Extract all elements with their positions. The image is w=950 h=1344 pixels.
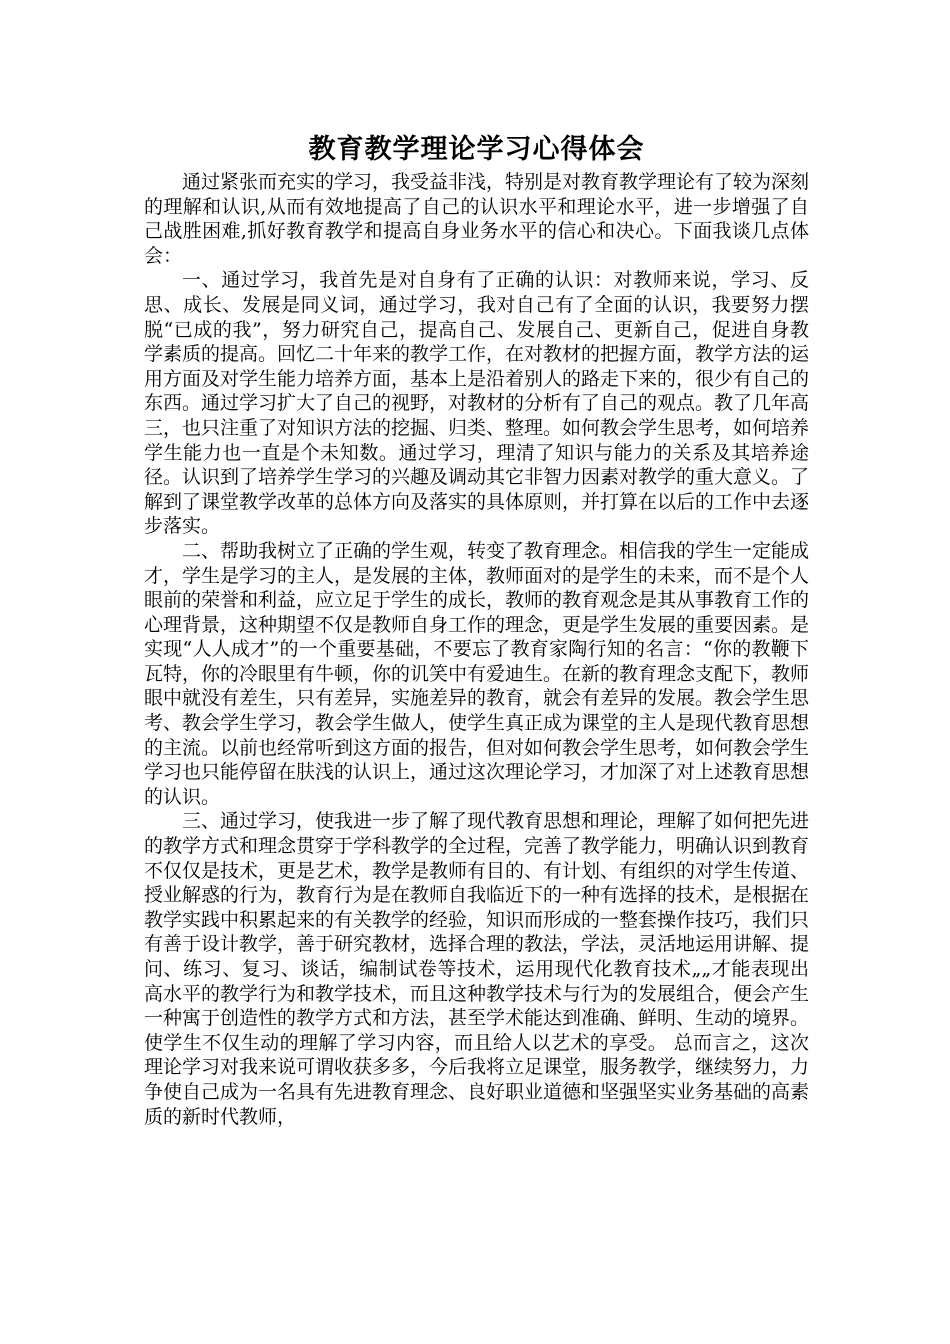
- paragraph-point-two: 二、帮助我树立了正确的学生观，转变了教育理念。相信我的学生一定能成才，学生是学习的主人，是发展的主体，教师面对的是学生的未来，而不是个人眼前的荣誉和利益，应立足于学生的成长，教师的教育观念是其从事教育工作的心理背景，这种期望不仅是教师自身工作的理念，更是学生发展的重要因素。是实现“人人成才”的一个重要基础，不要忘了教育家陶行知的名言：“你的教鞭下瓦特，你的冷眼里有牛顿，你的讥笑中有爱迪生。在新的教育理念支配下，教师眼中就没有差生，只有差异，实施差异的教育，就会有差异的发展。教会学生思考、教会学生学习，教会学生做人，使学生真正成为课堂的主人是现代教育思想的主流。以前也经常听到这方面的报告，但对如何教会学生思考，如何教会学生学习也只能停留在肤浅的认识上，通过这次理论学习，才加深了对上述教育思想的认识。: [144, 539, 810, 808]
- document-title: 教育教学理论学习心得体会: [308, 134, 645, 165]
- paragraph-point-one: 一、通过学习，我首先是对自身有了正确的认识：对教师来说，学习、反思、成长、发展是同义词，通过学习，我对自己有了全面的认识，我要努力摆脱“已成的我”，努力研究自己，提高自己、发展自己、更新自己，促进自身教学素质的提高。回忆二十年来的教学工作，在对教材的把握方面，教学方法的运用方面及对学生能力培养方面，基本上是沿着别人的路走下来的，很少有自己的东西。通过学习扩大了自己的视野，对教材的分析有了自己的观点。教了几年高三，也只注重了对知识方法的挖掘、归类、整理。如何教会学生思考，如何培养学生能力也一直是个未知数。通过学习，理清了知识与能力的关系及其培养途径。认识到了培养学生学习的兴趣及调动其它非智力因素对教学的重大意义。了解到了课堂教学改革的总体方向及落实的具体原则，并打算在以后的工作中去逐步落实。: [144, 269, 810, 538]
- paragraph-intro: 通过紧张而充实的学习，我受益非浅，特别是对教育教学理论有了较为深刻的理解和认识,从而有效地提高了自己的认识水平和理论水平，进一步增强了自己战胜困难,抓好教育教学和提高自身业务水平的信心和决心。下面我谈几点体会：: [144, 171, 810, 267]
- paragraph-point-three: 三、通过学习，使我进一步了解了现代教育思想和理论，理解了如何把先进的教学方式和理念贯穿于学科教学的全过程，完善了教学能力，明确认识到教育不仅仅是技术，更是艺术，教学是教师有目的、有计划、有组织的对学生传道、授业解惑的行为，教育行为是在教师自我临近下的一种有选择的技术，是根据在教学实践中积累起来的有关教学的经验，知识而形成的一整套操作技巧，我们只有善于设计教学，善于研究教材，选择合理的教法，学法，灵活地运用讲解、提问、练习、复习、谈话，编制试卷等技术，运用现代化教育技术„„才能表现出高水平的教学行为和教学技术，而且这种教学技术与行为的发展组合，便会产生一种寓于创造性的教学方式和方法，甚至学术能达到准确、鲜明、生动的境界。使学生不仅生动的理解了学习内容，而且给人以艺术的享受。 总而言之，这次理论学习对我来说可谓收获多多，今后我将立足课堂，服务教学，继续努力，力争使自己成为一名具有先进教育理念、良好职业道德和坚强坚实业务基础的高素质的新时代教师，: [144, 810, 810, 1128]
- document-page: [144, 130, 809, 1129]
